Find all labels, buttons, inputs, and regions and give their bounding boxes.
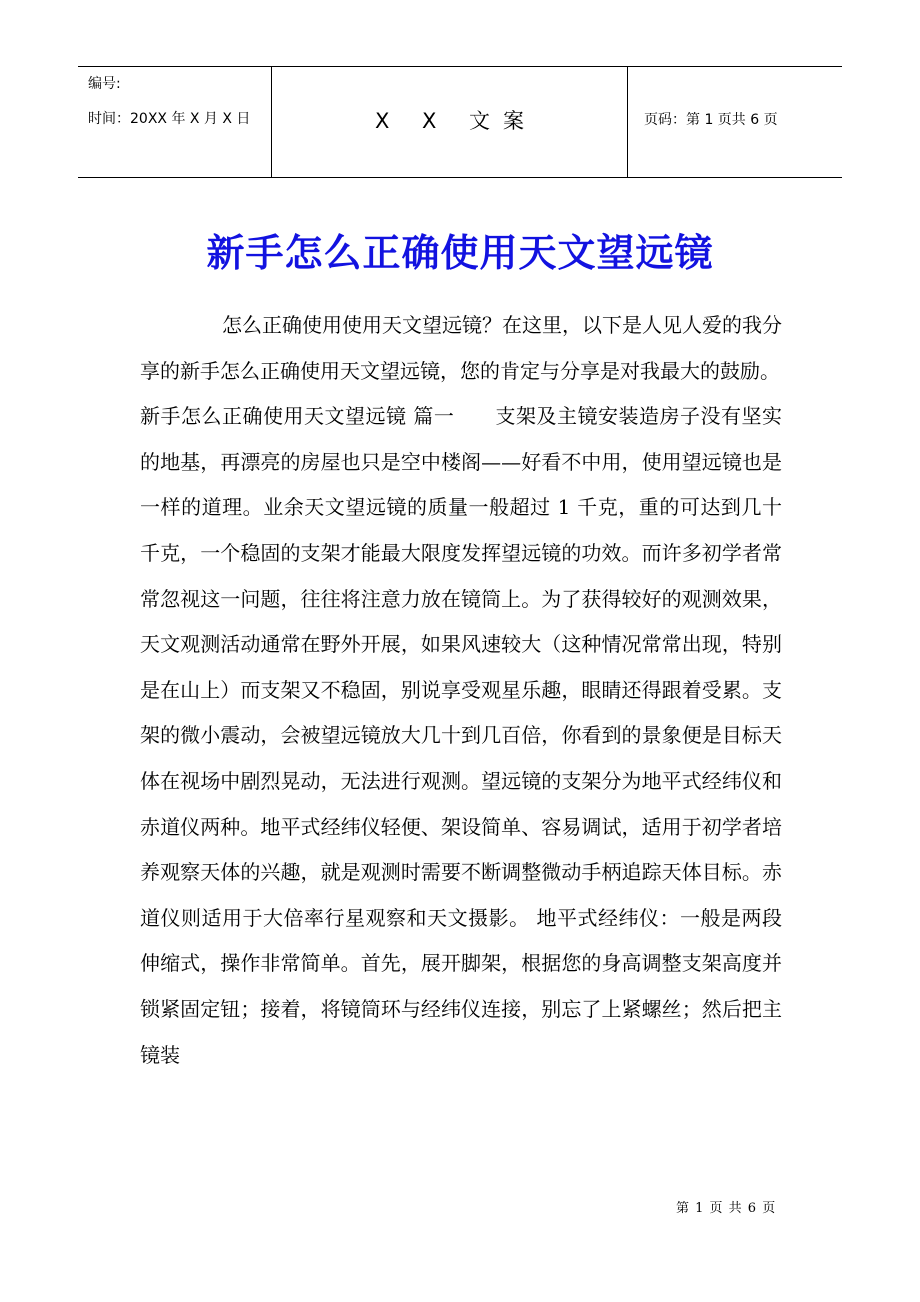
document-body [140, 303, 782, 1078]
document-header [78, 66, 842, 178]
page-code: 页码：第 1 页共 6 页 [644, 112, 778, 128]
page-title: 新手怎么正确使用天文望远镜 [206, 230, 714, 275]
header-page-cell [628, 67, 842, 177]
document-number-label: 编号: [88, 76, 121, 92]
intro-paragraph: 怎么正确使用使用天文望远镜？在这里，以下是人见人爱的我分享的新手怎么正确使用天文望远镜，您的肯定与分享是对我最大的鼓励。 [140, 313, 782, 383]
document-name: X X 文案 [374, 109, 538, 133]
header-info-cell [78, 67, 272, 177]
header-title-cell [272, 67, 628, 177]
section-paragraph: 新手怎么正确使用天文望远镜 篇一 支架及主镜安装造房子没有坚实的地基，再漂亮的房屋也只是空中楼阁——好看不中用，使用望远镜也是一样的道理。业余天文望远镜的质量一般超过 1 千克，重的可达到几十千克，一个稳固的支架才能最大限度发挥望远镜的功效。而许多初学者常常忽视这一问题，往往将注意力放在镜筒上。为了获得较好的观测效果，天文观测活动通常在野外开展，如果风速较大（这种情况常常出现，特别是在山上）而支架又不稳固，别说享受观星乐趣，眼睛还得跟着受累。支架的微小震动，会被望远镜放大几十到几百倍，你看到的景象便是目标天体在视场中剧烈晃动，无法进行观测。望远镜的支架分为地平式经纬仪和赤道仪两种。地平式经纬仪轻便、架设简单、容易调试，适用于初学者培养观察天体的兴趣，就是观测时需要不断调整微动手柄追踪天体目标。赤道仪则适用于大倍率行星观察和天文摄影。 地平式经纬仪：一般是两段伸缩式，操作非常简单。首先，展开脚架，根据您的身高调整支架高度并锁紧固定钮；接着，将镜筒环与经纬仪连接，别忘了上紧螺丝；然后把主镜装 [140, 404, 782, 1067]
page-footer: 第 1 页 共 6 页 [676, 1201, 777, 1216]
document-date: 时间：20XX 年 X 月 X 日 [88, 111, 251, 127]
